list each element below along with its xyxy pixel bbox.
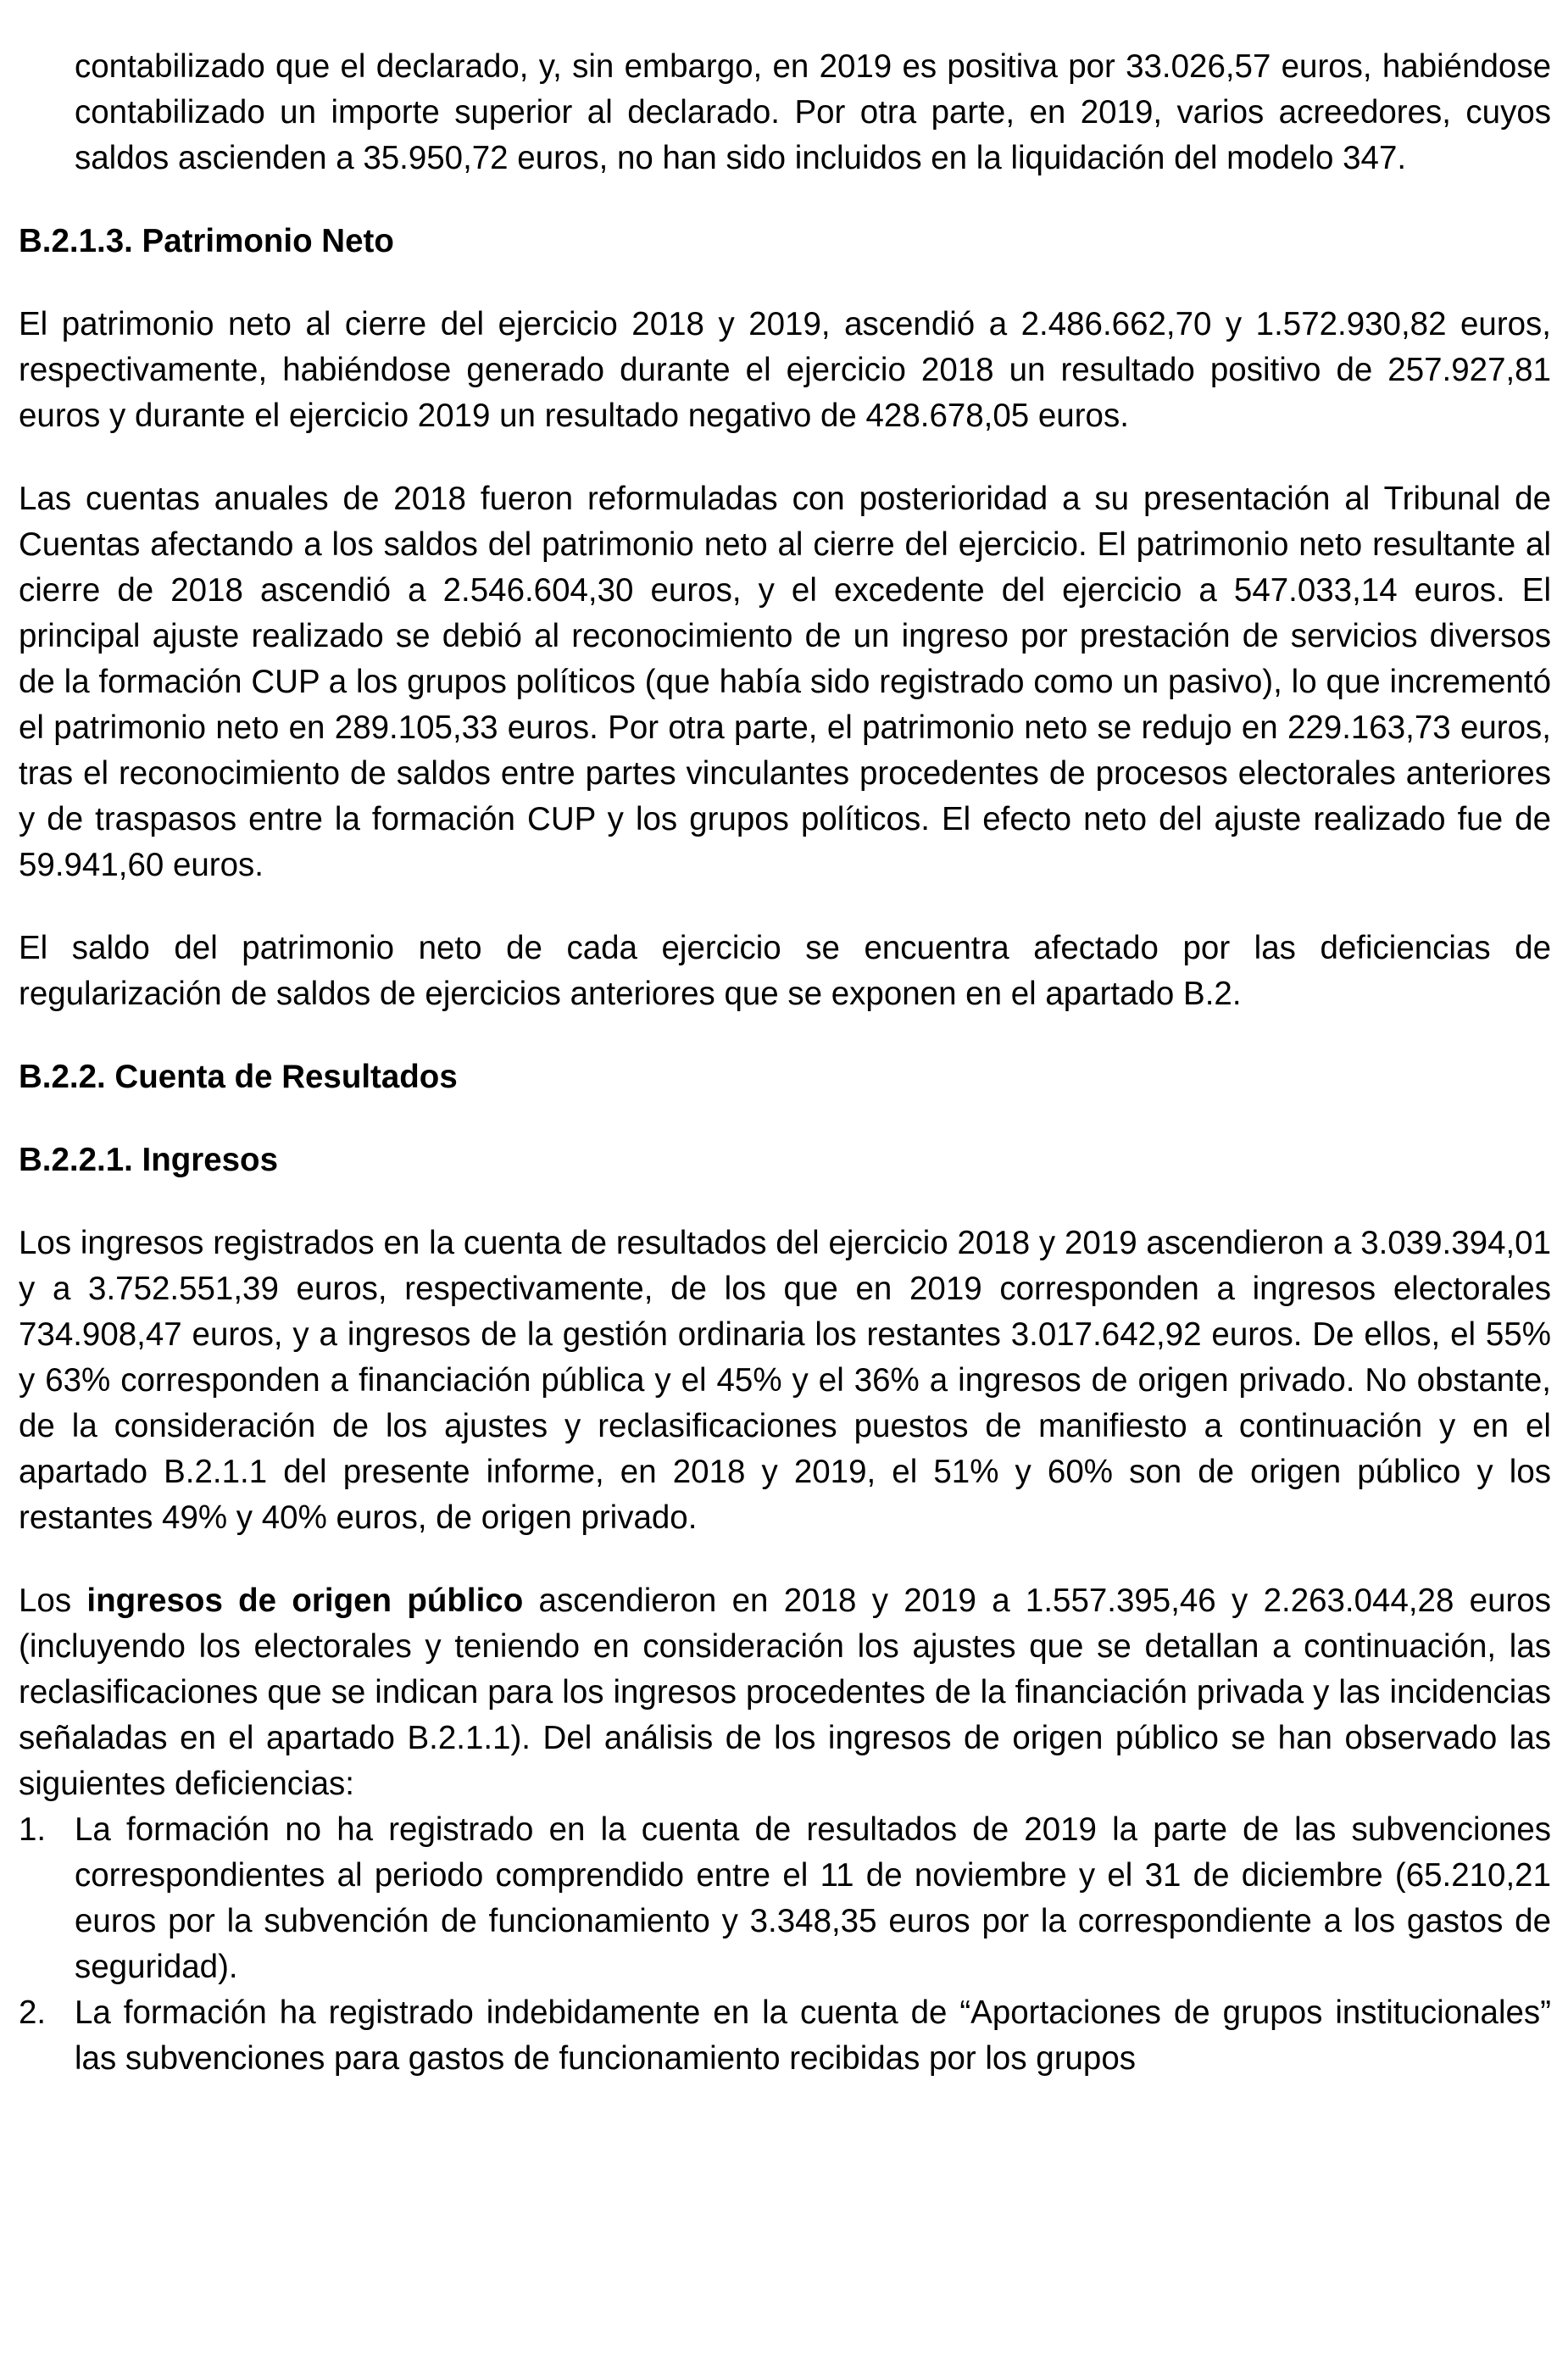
continuation-paragraph: contabilizado que el declarado, y, sin embargo, en 2019 es positiva por 33.026,57 euros, habiéndose contabilizado un importe superior al declarado. Por otra parte, en 2019, varios acreedores, cuyos saldos ascienden a 35.950,72 euros, no han sido incluidos en la liquidación del modelo 347. xyxy=(75,48,1551,176)
list-item-text: La formación no ha registrado en la cuenta de resultados de 2019 la parte de las subvenciones correspondientes al periodo comprendido entre el 11 de noviembre y el 31 de diciembre (65.210,21 euros por la subvención de funcionamiento y 3.348,35 euros por la correspondiente a los gastos de seguridad). xyxy=(75,1811,1551,1985)
paragraph-ingresos-publicos-rest: ascendieron en 2018 y 2019 a 1.557.395,46 y 2.263.044,28 euros (incluyendo los electorales y teniendo en consideración los ajustes que se detallan a continuación, las reclasificaciones que se indican para los ingresos procedentes de la financiación privada y las incidencias señaladas en el apartado B.2.1.1). Del análisis de los ingresos de origen público se han observado las siguientes deficiencias: xyxy=(19,1583,1551,1802)
paragraph-ingresos-publicos-lead: Los xyxy=(19,1583,87,1619)
heading-cuenta-resultados: B.2.2. Cuenta de Resultados xyxy=(19,1059,458,1095)
heading-patrimonio-neto: B.2.1.3. Patrimonio Neto xyxy=(19,223,394,259)
list-item xyxy=(19,1990,1551,2082)
paragraph-patrimonio-2: Las cuentas anuales de 2018 fueron reformuladas con posterioridad a su presentación al Tribunal de Cuentas afectando a los saldos del patrimonio neto al cierre del ejercicio. El patrimonio neto resultante al cierre de 2018 ascendió a 2.546.604,30 euros, y el excedente del ejercicio a 547.033,14 euros. El principal ajuste realizado se debió al reconocimiento de un ingreso por prestación de servicios diversos de la formación CUP a los grupos políticos (que había sido registrado como un pasivo), lo que incrementó el patrimonio neto en 289.105,33 euros. Por otra parte, el patrimonio neto se redujo en 229.163,73 euros, tras el reconocimiento de saldos entre partes vinculantes procedentes de procesos electorales anteriores y de traspasos entre la formación CUP y los grupos políticos. El efecto neto del ajuste realizado fue de 59.941,60 euros. xyxy=(19,481,1551,883)
list-item-text: La formación ha registrado indebidamente en la cuenta de “Aportaciones de grupos institucionales” las subvenciones para gastos de funcionamiento recibidas por los grupos xyxy=(75,1994,1551,2077)
paragraph-ingresos-1: Los ingresos registrados en la cuenta de resultados del ejercicio 2018 y 2019 ascendieron a 3.039.394,01 y a 3.752.551,39 euros, respectivamente, de los que en 2019 corresponden a ingresos electorales 734.908,47 euros, y a ingresos de la gestión ordinaria los restantes 3.017.642,92 euros. De ellos, el 55% y 63% corresponden a financiación pública y el 45% y el 36% a ingresos de origen privado. No obstante, de la consideración de los ajustes y reclasificaciones puestos de manifiesto a continuación y en el apartado B.2.1.1 del presente informe, en 2018 y 2019, el 51% y 60% son de origen público y los restantes 49% y 40% euros, de origen privado. xyxy=(19,1225,1551,1536)
paragraph-patrimonio-1: El patrimonio neto al cierre del ejercicio 2018 y 2019, ascendió a 2.486.662,70 y 1.572.930,82 euros, respectivamente, habiéndose generado durante el ejercicio 2018 un resultado positivo de 257.927,81 euros y durante el ejercicio 2019 un resultado negativo de 428.678,05 euros. xyxy=(19,306,1551,434)
paragraph-patrimonio-3: El saldo del patrimonio neto de cada ejercicio se encuentra afectado por las deficiencias de regularización de saldos de ejercicios anteriores que se exponen en el apartado B.2. xyxy=(19,930,1551,1012)
heading-ingresos: B.2.2.1. Ingresos xyxy=(19,1142,278,1178)
list-item-number: 1. xyxy=(19,1811,47,1848)
paragraph-ingresos-publicos xyxy=(19,1578,1551,1807)
document-page xyxy=(19,44,1551,2082)
paragraph-ingresos-publicos-bold: ingresos de origen público xyxy=(86,1583,524,1619)
list-item-number: 2. xyxy=(19,1994,47,2031)
list-item xyxy=(19,1807,1551,1990)
